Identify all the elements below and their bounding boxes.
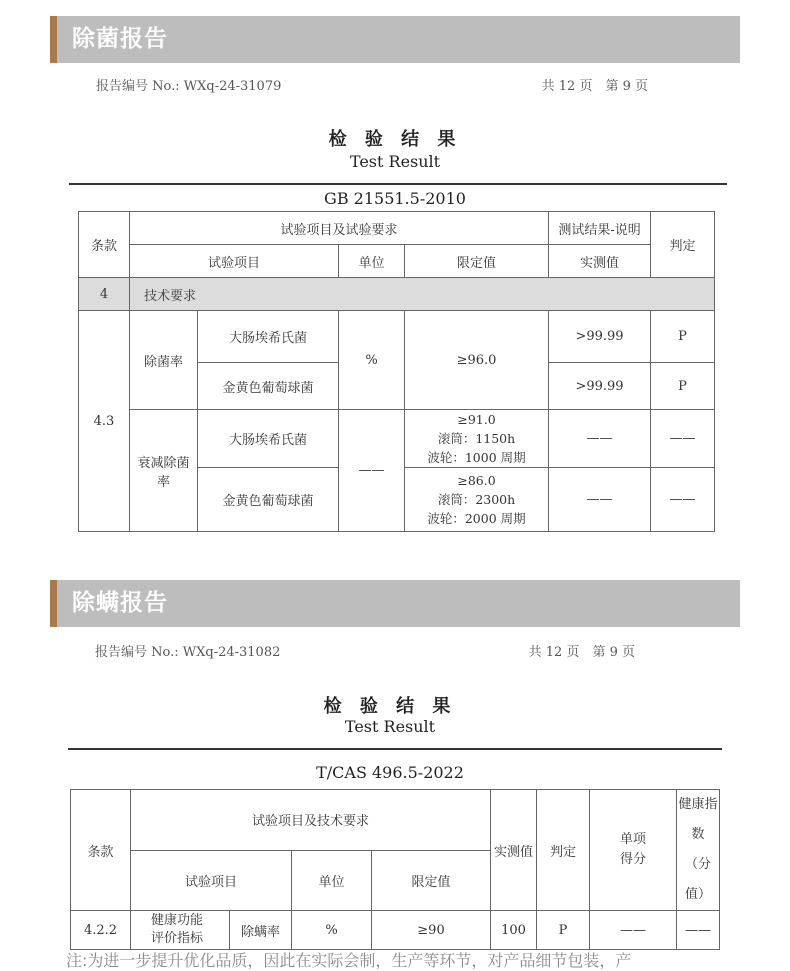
- verdict-value: ——: [651, 468, 715, 532]
- standard-code: T/CAS 496.5-2022: [316, 763, 464, 782]
- measured-value: ——: [549, 410, 651, 468]
- section-title: 除菌报告: [72, 26, 168, 52]
- row-item: 除螨率: [230, 911, 292, 950]
- header-measured: 实测值: [549, 245, 651, 278]
- header-limit: 限定值: [372, 850, 491, 911]
- header-health-index: [677, 790, 720, 911]
- section-label: 技术要求: [130, 278, 715, 311]
- header-single-score-line: 得分: [620, 852, 647, 867]
- report-document: [50, 63, 740, 552]
- limit-line: ≥86.0: [457, 473, 496, 488]
- header-health-index-line: （分值）: [685, 857, 712, 902]
- result-title-cn: 检 验 结 果: [323, 696, 457, 717]
- limit-line: 滚筒：2300h: [437, 492, 516, 507]
- measured-value: ——: [549, 468, 651, 532]
- section-header-band: [50, 16, 740, 63]
- limit-value: [405, 410, 549, 468]
- bacteria-name: 金黄色葡萄球菌: [198, 468, 339, 532]
- limit-line: 滚筒：1150h: [437, 431, 516, 446]
- header-result-note: 测试结果-说明: [549, 212, 651, 245]
- rate-label: 除菌率: [130, 311, 198, 410]
- divider-line: [68, 748, 722, 750]
- disinfection-report-section: [50, 16, 740, 552]
- limit-value: [405, 468, 549, 532]
- header-items-requirements: 试验项目及技术要求: [131, 790, 491, 851]
- clause-4-3: 4.3: [79, 311, 130, 532]
- header-test-item: 试验项目: [130, 245, 339, 278]
- header-unit: 单位: [339, 245, 405, 278]
- measured-value: >99.99: [549, 311, 651, 363]
- verdict-value: P: [651, 363, 715, 410]
- section-clause: 4: [79, 278, 130, 311]
- result-title-en: Test Result: [349, 152, 441, 171]
- header-items-requirements: 试验项目及试验要求: [130, 212, 549, 245]
- bacteria-name: 金黄色葡萄球菌: [198, 363, 339, 410]
- mite-removal-report-section: [50, 580, 740, 946]
- row-limit: ≥90: [372, 911, 491, 950]
- header-clause: 条款: [71, 790, 131, 911]
- row-category-line: 健康功能: [151, 913, 204, 928]
- header-single-score-line: 单项: [620, 832, 647, 847]
- header-verdict: 判定: [537, 790, 590, 911]
- report-number: 报告编号 No.: WXq-24-31082: [95, 645, 281, 660]
- standard-code: GB 21551.5-2010: [324, 189, 466, 208]
- mite-removal-results-table: [70, 789, 720, 950]
- header-health-index-line: 健康指数: [678, 797, 718, 842]
- page-indicator: 共 12 页 第 9 页: [541, 79, 648, 94]
- header-accent-bar: [50, 580, 57, 627]
- bacteria-name: 大肠埃希氏菌: [198, 410, 339, 468]
- row-unit: %: [292, 911, 372, 950]
- row-measured: 100: [491, 911, 537, 950]
- result-title-cn: 检 验 结 果: [328, 129, 462, 150]
- measured-value: >99.99: [549, 363, 651, 410]
- unit-value: ——: [339, 410, 405, 532]
- page-indicator: 共 12 页 第 9 页: [528, 645, 635, 660]
- limit-line: ≥91.0: [457, 412, 496, 427]
- row-health-index: ——: [677, 911, 720, 950]
- decay-rate-text: 衰减除菌率: [137, 455, 190, 490]
- footer-note: 注:为进一步提升优化品质，因此在实际会制，生产等环节，对产品细节包装，产: [66, 951, 632, 970]
- report-number: 报告编号 No.: WXq-24-31079: [96, 79, 282, 94]
- row-clause: 4.2.2: [71, 911, 131, 950]
- header-test-item: 试验项目: [131, 850, 292, 911]
- verdict-value: ——: [651, 410, 715, 468]
- unit-value: %: [339, 311, 405, 410]
- header-single-score: [590, 790, 677, 911]
- header-measured: 实测值: [491, 790, 537, 911]
- header-limit: 限定值: [405, 245, 549, 278]
- section-header-band: [50, 580, 740, 627]
- divider-line: [69, 183, 727, 185]
- report-document: [50, 627, 740, 946]
- section-title: 除螨报告: [72, 590, 168, 616]
- row-score: ——: [590, 911, 677, 950]
- header-verdict: 判定: [651, 212, 715, 278]
- row-category: [131, 911, 230, 950]
- bacteria-name: 大肠埃希氏菌: [198, 311, 339, 363]
- decay-rate-label: [130, 410, 198, 532]
- header-unit: 单位: [292, 850, 372, 911]
- limit-line: 波轮：2000 周期: [427, 511, 526, 526]
- limit-line: 波轮：1000 周期: [427, 450, 526, 465]
- row-verdict: P: [537, 911, 590, 950]
- verdict-value: P: [651, 311, 715, 363]
- limit-value: ≥96.0: [405, 311, 549, 410]
- header-clause: 条款: [79, 212, 130, 278]
- result-title-en: Test Result: [344, 717, 436, 736]
- header-accent-bar: [50, 16, 57, 63]
- disinfection-results-table: [78, 211, 715, 532]
- row-category-line: 评价指标: [151, 931, 204, 946]
